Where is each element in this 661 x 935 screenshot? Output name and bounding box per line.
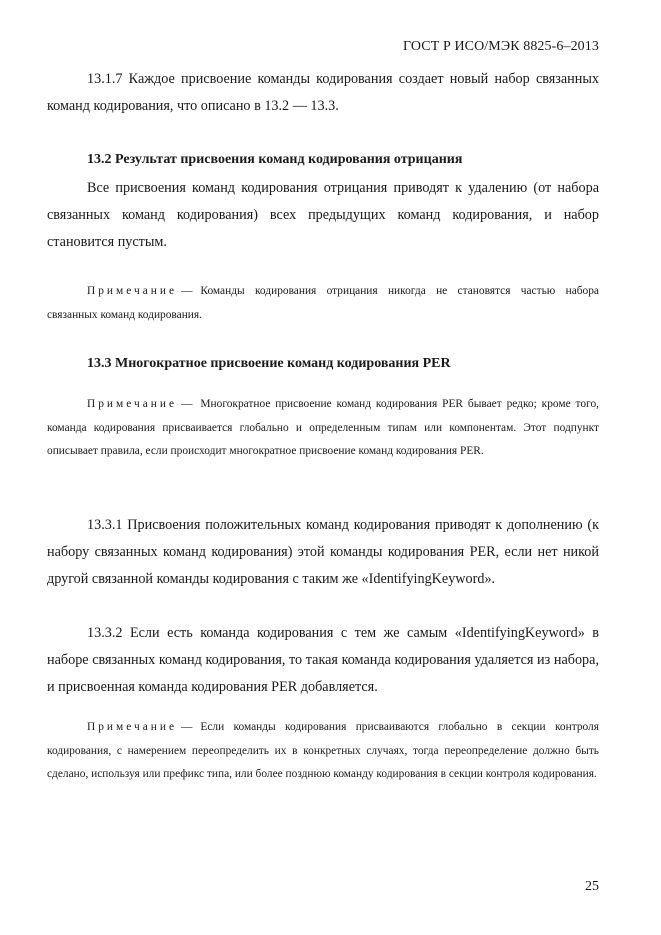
note-label: Примечание [87,721,178,733]
paragraph-13-3-1: 13.3.1 Присвоения положительных команд кодирования приводят к дополнению (к набору связанных команд кодирования) этой команды кодирования PER, если нет никой другой связанной команды кодирования с таким же «IdentifyingKeyword». [47,517,599,587]
note-text: Многократное присвоение команд кодирования PER бывает редко; кроме того, команда кодирования присваивается глобально и определенным типам или компонентам. Этот подпункт описывает правила, если происходит многократное присвоение команд кодирования PER. [47,398,599,457]
note-13-3-intro [47,393,599,464]
note-label: Примечание [87,285,178,297]
note-dash: — [181,285,193,297]
note-13-3-2 [47,716,599,787]
note-13-2 [47,280,599,327]
document-standard-id: ГОСТ Р ИСО/МЭК 8825-6–2013 [403,39,599,54]
note-text: Команды кодирования отрицания никогда не становятся частью набора связанных команд кодирования. [47,285,599,321]
paragraph-13-3-2: 13.3.2 Если есть команда кодирования с тем же самым «IdentifyingKeyword» в наборе связанных команд кодирования, то такая команда кодирования удаляется из набора, и присвоенная команда кодирования PER добавляется. [47,625,599,695]
paragraph-13-2: Все присвоения команд кодирования отрицания приводят к удалению (от набора связанных команд кодирования) всех предыдущих команд кодирования, и набор становится пустым. [47,180,599,250]
section-heading-13-3: 13.3 Многократное присвоение команд кодирования PER [87,356,451,371]
note-dash: — [181,721,193,733]
section-heading-13-2: 13.2 Результат присвоения команд кодирования отрицания [87,152,463,167]
note-text: Если команды кодирования присваиваются глобально в секции контроля кодирования, с намерением переопределить их в конкретных случаях, тогда переопределение должно быть сделано, используя или префикс типа, или более позднюю команду кодирования в секции контроля кодирования. [47,721,599,780]
note-label: Примечание [87,398,178,410]
note-dash: — [181,398,193,410]
page-number: 25 [585,879,599,894]
paragraph-13-1-7: 13.1.7 Каждое присвоение команды кодирования создает новый набор связанных команд кодирования, что описано в 13.2 — 13.3. [47,71,599,114]
